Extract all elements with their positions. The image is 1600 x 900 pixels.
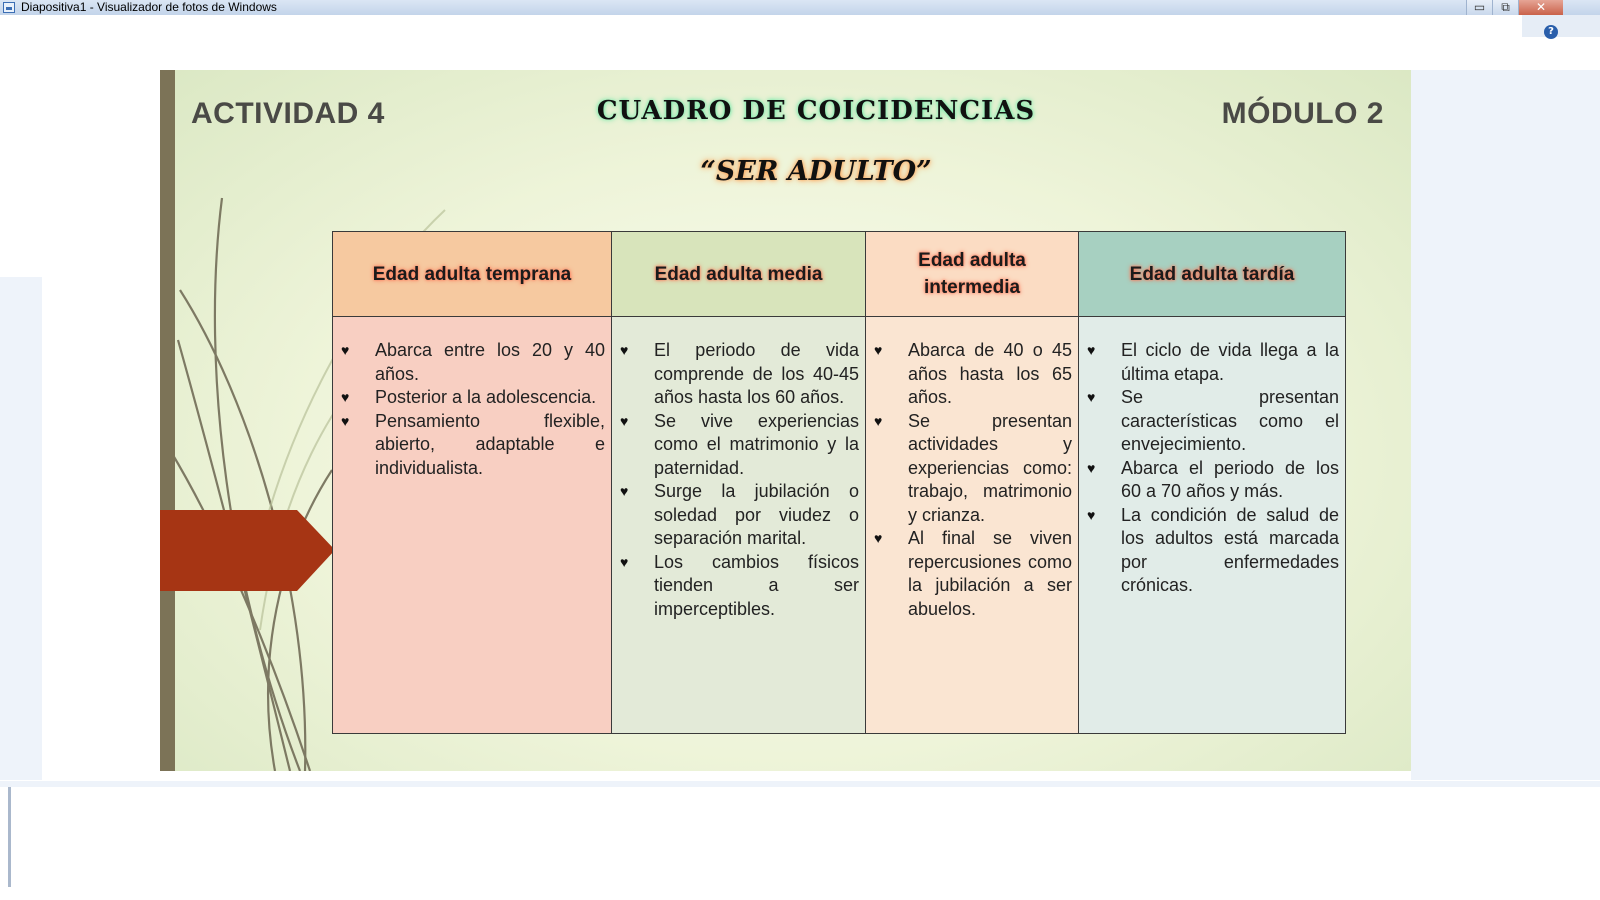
title-bar (0, 0, 1600, 15)
slide-title: CUADRO DE COICIDENCIAS (596, 96, 1036, 126)
column-header-text: Edad adulta media (654, 263, 823, 285)
list-item: ♥ Posterior a la adolescencia. (341, 386, 605, 410)
column-body-4 (1079, 317, 1345, 733)
column-body-2 (612, 317, 866, 733)
close-button[interactable]: ✕ (1518, 0, 1563, 15)
list-item: ♥ El periodo de vida comprende de los 40-45 años hasta los 60 años. (620, 339, 859, 410)
viewer-edge-bar (8, 787, 11, 887)
viewer-background-left (0, 277, 42, 780)
column-header-text: Edad adulta intermedia (918, 250, 1026, 298)
column-body-1 (333, 317, 612, 733)
list-item: ♥ Los cambios físicos tienden a ser imperceptibles. (620, 551, 859, 622)
list-item: ♥ Abarca el periodo de los 60 a 70 años y más. (1087, 457, 1339, 504)
list-item: ♥ Se presentan actividades y experiencias como: trabajo, matrimonio y crianza. (874, 410, 1072, 528)
list-item: ♥ La condición de salud de los adultos está marcada por enfermedades crónicas. (1087, 504, 1339, 598)
list-item: ♥ Se presentan características como el envejecimiento. (1087, 386, 1339, 457)
minimize-button[interactable]: ▭ (1466, 0, 1492, 15)
list-item: ♥ Abarca de 40 o 45 años hasta los 65 años. (874, 339, 1072, 410)
viewer-background-right (1411, 70, 1600, 780)
list-item: ♥ El ciclo de vida llega a la última etapa. (1087, 339, 1339, 386)
menu-strip (1522, 15, 1600, 37)
list-item: ♥ Abarca entre los 20 y 40 años. (341, 339, 605, 386)
arrow-pentagon-shape (160, 510, 335, 591)
column-header-text: Edad adulta tardía (1129, 263, 1295, 285)
list-item: ♥ Al final se viven repercusiones como la jubilación a ser abuelos. (874, 527, 1072, 621)
photo-viewer-icon (3, 2, 15, 13)
column-body-3 (866, 317, 1079, 733)
restore-button[interactable]: ⧉ (1492, 0, 1518, 15)
module-label: MÓDULO 2 (1221, 97, 1384, 130)
slide-subtitle: “SER ADULTO” (700, 156, 932, 187)
slide-image (160, 70, 1411, 771)
list-item: ♥ Surge la jubilación o soledad por viudez o separación marital. (620, 480, 859, 551)
list-item: ♥ Se vive experiencias como el matrimonio y la paternidad. (620, 410, 859, 481)
comparison-table (332, 231, 1346, 734)
column-header-text: Edad adulta temprana (372, 263, 572, 285)
activity-label: ACTIVIDAD 4 (191, 97, 385, 130)
column-header-2 (612, 232, 866, 317)
column-header-3 (866, 232, 1079, 317)
list-item: ♥ Pensamiento flexible, abierto, adaptable e individualista. (341, 410, 605, 481)
column-header-1 (333, 232, 612, 317)
viewer-background-bottom (0, 781, 1600, 787)
help-icon[interactable]: ? (1544, 25, 1558, 39)
window-title: Diapositiva1 - Visualizador de fotos de Windows (21, 0, 277, 14)
column-header-4 (1079, 232, 1345, 317)
